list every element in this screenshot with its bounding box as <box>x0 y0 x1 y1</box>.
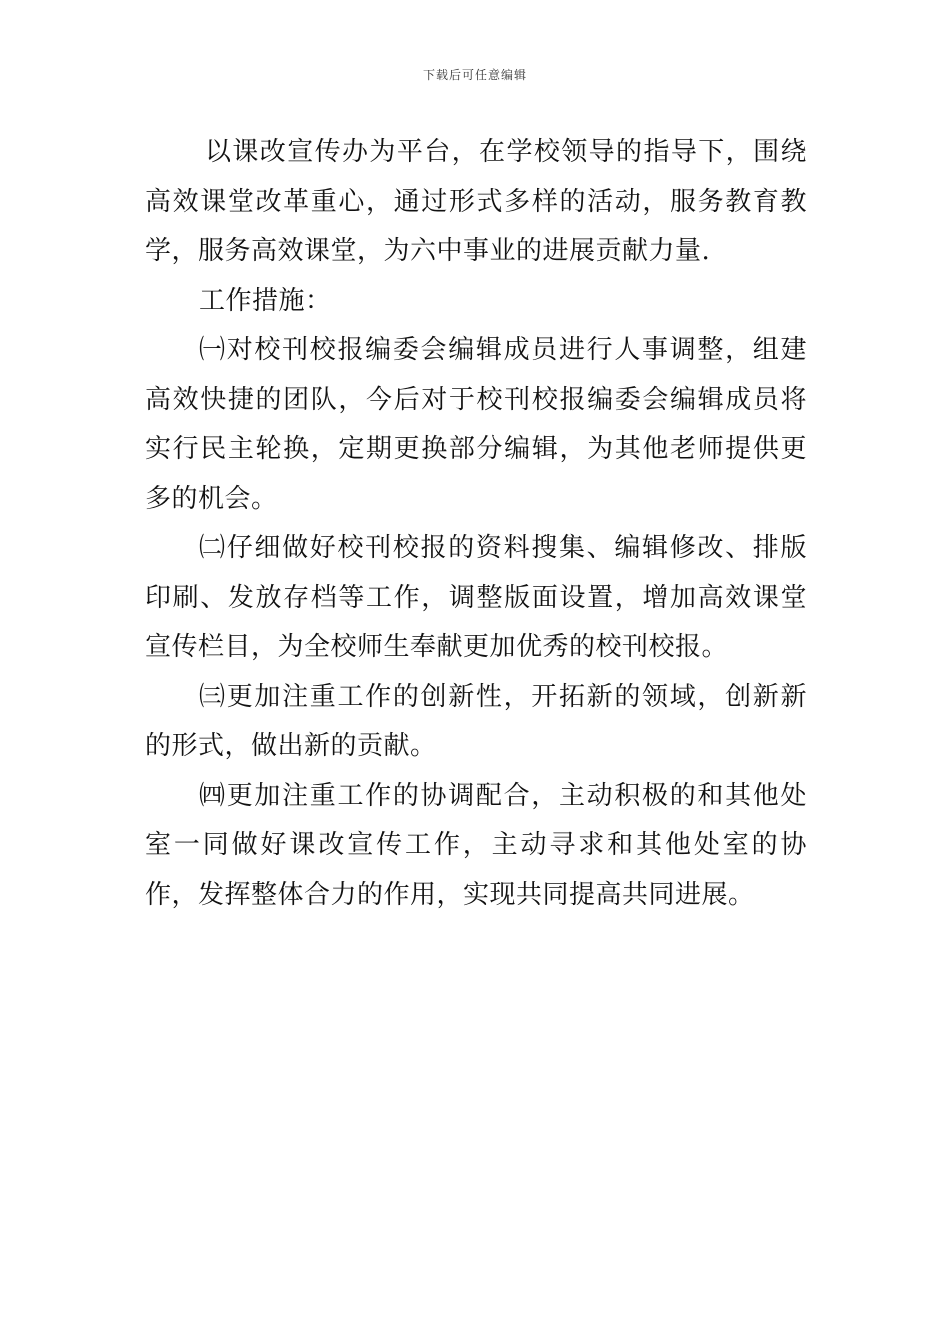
paragraph-measure-1: ㈠对校刊校报编委会编辑成员进行人事调整，组建高效快捷的团队，今后对于校刊校报编委会编辑成员将实行民主轮换，定期更换部分编辑，为其他老师提供更多的机会。 <box>145 335 807 514</box>
paragraph-measures-heading: 工作措施： <box>199 285 332 316</box>
header-note: 下载后可任意编辑 <box>422 68 527 82</box>
paragraph-measure-3: ㈢更加注重工作的创新性，开拓新的领域，创新新的形式，做出新的贡献。 <box>145 681 807 761</box>
paragraph-measure-4: ㈣更加注重工作的协调配合，主动积极的和其他处室一同做好课改宣传工作，主动寻求和其他处室的协作，发挥整体合力的作用，实现共同提高共同进展。 <box>145 780 807 910</box>
paragraph-measure-2: ㈡仔细做好校刊校报的资料搜集、编辑修改、排版印刷、发放存档等工作，调整版面设置，增加高效课堂宣传栏目，为全校师生奉献更加优秀的校刊校报。 <box>145 533 807 662</box>
document-body <box>145 128 807 920</box>
paragraph-intro: 以课改宣传办为平台，在学校领导的指导下，围绕高效课堂改革重心，通过形式多样的活动，服务教育教学，服务高效课堂，为六中事业的进展贡献力量. <box>145 137 807 266</box>
